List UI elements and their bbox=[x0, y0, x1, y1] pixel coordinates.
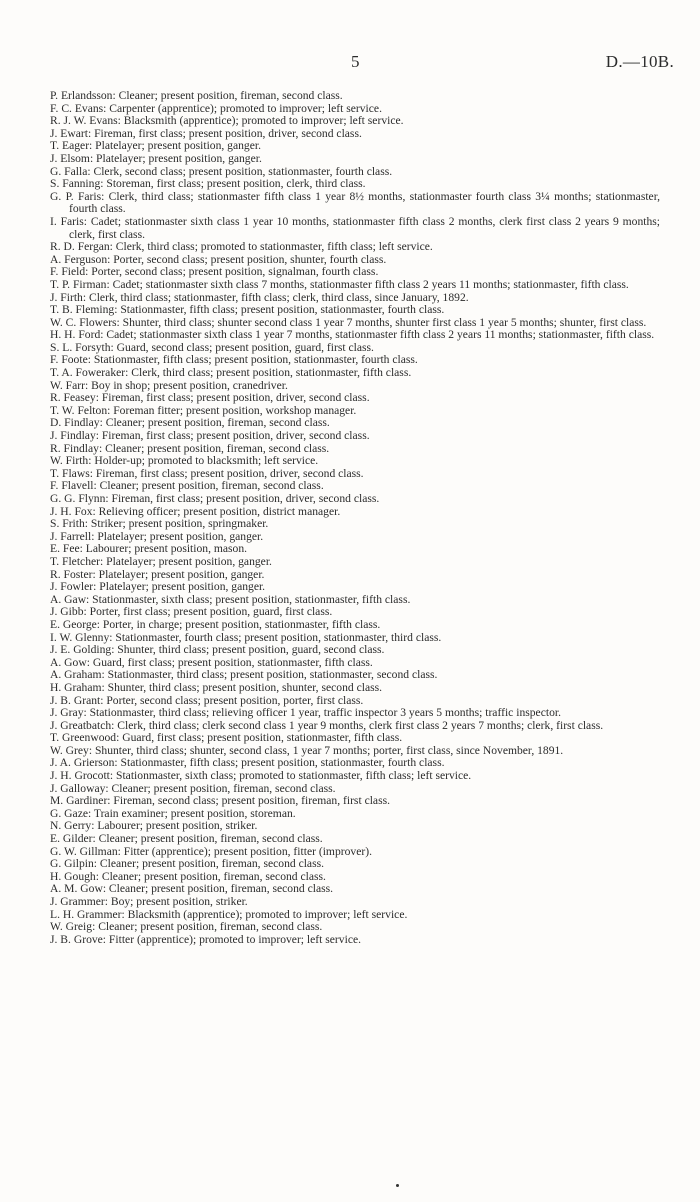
staff-record-entry: J. Greatbatch: Clerk, third class; clerk second class 1 year 9 months, clerk first class 2 years 7 months; clerk, first class. bbox=[50, 718, 604, 732]
staff-record-entry: S. Fanning: Storeman, first class; present position, clerk, third class. bbox=[50, 177, 366, 191]
staff-record-entry: G. W. Gillman: Fitter (apprentice); present position, fitter (improver). bbox=[50, 844, 372, 858]
staff-record-entry: A. M. Gow: Cleaner; present position, fireman, second class. bbox=[50, 882, 334, 896]
staff-record-entry: W. Farr: Boy in shop; present position, cranedriver. bbox=[50, 378, 288, 392]
staff-record-entry: A. Gaw: Stationmaster, sixth class; present position, stationmaster, fifth class. bbox=[50, 592, 411, 606]
staff-record-entry: S. Frith: Striker; present position, springmaker. bbox=[50, 517, 269, 531]
staff-record-entry: R. Foster: Platelayer; present position, ganger. bbox=[50, 567, 265, 581]
staff-record-entry: A. Ferguson: Porter, second class; present position, shunter, fourth class. bbox=[50, 252, 387, 266]
staff-record-entry: T. Eager: Platelayer; present position, ganger. bbox=[50, 139, 261, 153]
staff-record-entry: H. Gough: Cleaner; present position, fireman, second class. bbox=[50, 869, 326, 883]
staff-record-entry: T. B. Fleming: Stationmaster, fifth class; present position, stationmaster, fourth class. bbox=[50, 303, 445, 317]
staff-record-entry: G. G. Flynn: Fireman, first class; present position, driver, second class. bbox=[50, 492, 380, 505]
staff-record-entry: E. George: Porter, in charge; present position, stationmaster, fifth class. bbox=[50, 617, 381, 631]
staff-record-entry: I. W. Glenny: Stationmaster, fourth class; present position, stationmaster, third class. bbox=[50, 630, 442, 644]
staff-record-entry: J. Galloway: Cleaner; present position, fireman, second class. bbox=[50, 781, 336, 795]
staff-record-entry: T. Flaws: Fireman, first class; present position, driver, second class. bbox=[50, 466, 364, 480]
staff-record-entry: P. Erlandsson: Cleaner; present position, fireman, second class. bbox=[50, 89, 343, 102]
staff-record-entry: J. Fowler: Platelayer; present position, ganger. bbox=[50, 580, 266, 594]
staff-record-entry: F. Foote: Stationmaster, fifth class; present position, stationmaster, fourth class. bbox=[50, 353, 418, 367]
staff-record-entry: J. Grammer: Boy; present position, striker. bbox=[50, 895, 248, 908]
staff-record-entry: H. Graham: Shunter, third class; present position, shunter, second class. bbox=[50, 680, 383, 694]
staff-record-entry: G. Gaze: Train examiner; present position, storeman. bbox=[50, 806, 296, 820]
staff-record-entry: S. L. Forsyth: Guard, second class; present position, guard, first class. bbox=[50, 340, 374, 354]
staff-record-entry: N. Gerry: Labourer; present position, striker. bbox=[50, 819, 258, 833]
staff-record-entry: J. B. Grove: Fitter (apprentice); promoted to improver; left service. bbox=[50, 932, 362, 946]
staff-record-entry: F. C. Evans: Carpenter (apprentice); promoted to improver; left service. bbox=[50, 101, 382, 115]
staff-record-entry: R. Feasey: Fireman, first class; present position, driver, second class. bbox=[50, 391, 370, 405]
staff-record-entry: A. Gow: Guard, first class; present position, stationmaster, fifth class. bbox=[50, 655, 373, 669]
staff-record-entry: L. H. Grammer: Blacksmith (apprentice); promoted to improver; left service. bbox=[50, 907, 408, 921]
page-number: 5 bbox=[351, 52, 360, 71]
staff-record-list bbox=[50, 90, 660, 946]
staff-record-entry: J. Ewart: Fireman, first class; present position, driver, second class. bbox=[50, 126, 362, 140]
staff-record-entry: F. Flavell: Cleaner; present position, fireman, second class. bbox=[50, 479, 324, 493]
staff-record-entry: H. H. Ford: Cadet; stationmaster sixth class 1 year 7 months, stationmaster fifth class 2 years 11 months; stationmaster, fifth class. bbox=[50, 328, 655, 342]
staff-record-entry: W. C. Flowers: Shunter, third class; shunter second class 1 year 7 months, shunter first class 1 year 5 months; shunter, first class. bbox=[50, 315, 647, 329]
staff-record-entry: R. D. Fergan: Clerk, third class; promoted to stationmaster, fifth class; left service. bbox=[50, 240, 433, 254]
staff-record-entry: J. Findlay: Fireman, first class; present position, driver, second class. bbox=[50, 429, 370, 443]
page-mark bbox=[396, 1184, 399, 1187]
staff-record-entry: E. Gilder: Cleaner; present position, fireman, second class. bbox=[50, 832, 323, 846]
document-id: D.—10B. bbox=[605, 52, 674, 71]
staff-record-entry: A. Graham: Stationmaster, third class; present position, stationmaster, second class. bbox=[50, 668, 438, 682]
staff-record-entry: F. Field: Porter, second class; present position, signalman, fourth class. bbox=[50, 265, 379, 279]
staff-record-entry: M. Gardiner: Fireman, second class; present position, fireman, first class. bbox=[50, 794, 391, 808]
staff-record-entry: G. P. Faris: Clerk, third class; stationmaster fifth class 1 year 8½ months, stationmaster fourth class 3¼ months; stationmaster, fourth class. bbox=[50, 189, 660, 216]
staff-record-entry: W. Greig: Cleaner; present position, fireman, second class. bbox=[50, 920, 323, 934]
staff-record-entry: J. H. Fox: Relieving officer; present position, district manager. bbox=[50, 504, 341, 518]
staff-record-entry: J. A. Grierson: Stationmaster, fifth class; present position, stationmaster, fourth class. bbox=[50, 756, 445, 770]
staff-record-entry: J. H. Grocott: Stationmaster, sixth class; promoted to stationmaster, fifth class; left service. bbox=[50, 769, 472, 783]
staff-record-entry: R. J. W. Evans: Blacksmith (apprentice); promoted to improver; left service. bbox=[50, 114, 404, 128]
staff-record-entry: J. Firth: Clerk, third class; stationmaster, fifth class; clerk, third class, since January, 1892. bbox=[50, 290, 469, 304]
staff-record-entry: D. Findlay: Cleaner; present position, fireman, second class. bbox=[50, 416, 330, 430]
staff-record-entry: T. Greenwood: Guard, first class; present position, stationmaster, fifth class. bbox=[50, 731, 403, 745]
staff-record-entry: W. Grey: Shunter, third class; shunter, second class, 1 year 7 months; porter, first class, since November, 1891. bbox=[50, 743, 564, 757]
staff-record-entry: I. Faris: Cadet; stationmaster sixth class 1 year 10 months, stationmaster fifth class 2 months, clerk first class 2 years 9 months; clerk, first class. bbox=[50, 214, 660, 241]
staff-record-entry: T. P. Firman: Cadet; stationmaster sixth class 7 months, stationmaster fifth class 2 years 11 months; stationmaster, fifth class. bbox=[50, 277, 629, 291]
staff-record-entry: T. Fletcher: Platelayer; present position, ganger. bbox=[50, 554, 272, 568]
staff-record-entry: R. Findlay: Cleaner; present position, fireman, second class. bbox=[50, 441, 330, 455]
staff-record-entry: J. Gibb: Porter, first class; present position, guard, first class. bbox=[50, 605, 333, 619]
staff-record-entry: G. Falla: Clerk, second class; present position, stationmaster, fourth class. bbox=[50, 164, 393, 178]
staff-record-entry: T. A. Foweraker: Clerk, third class; present position, stationmaster, fifth class. bbox=[50, 366, 412, 380]
staff-record-entry: T. W. Felton: Foreman fitter; present position, workshop manager. bbox=[50, 403, 357, 417]
staff-record-entry: G. Gilpin: Cleaner; present position, fireman, second class. bbox=[50, 857, 324, 871]
staff-record-entry: J. Farrell: Platelayer; present position, ganger. bbox=[50, 529, 264, 543]
page-header bbox=[0, 52, 700, 74]
staff-record-entry: E. Fee: Labourer; present position, mason. bbox=[50, 542, 248, 556]
staff-record-entry: J. Gray: Stationmaster, third class; relieving officer 1 year, traffic inspector 3 years 5 months; traffic inspector. bbox=[50, 706, 561, 720]
staff-record-entry: J. Elsom: Platelayer; present position, ganger. bbox=[50, 151, 262, 165]
staff-record-entry: J. B. Grant: Porter, second class; present position, porter, first class. bbox=[50, 693, 364, 707]
staff-record-entry: W. Firth: Holder-up; promoted to blacksmith; left service. bbox=[50, 454, 319, 468]
staff-record-entry: J. E. Golding: Shunter, third class; present position, guard, second class. bbox=[50, 643, 385, 657]
